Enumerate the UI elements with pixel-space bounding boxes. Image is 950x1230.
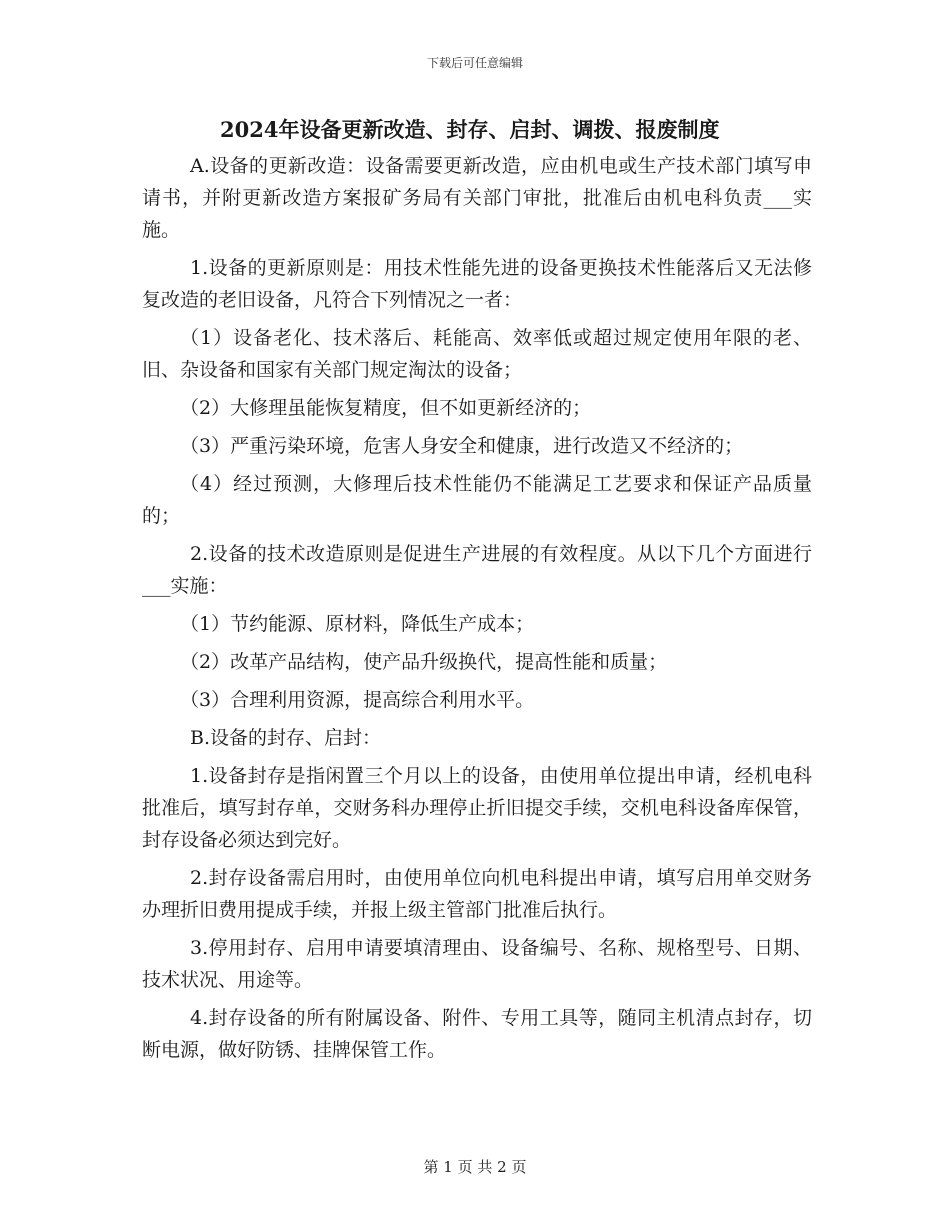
paragraph: 1.设备封存是指闲置三个月以上的设备，由使用单位提出申请，经机电科批准后，填写封存单，交财务科办理停止折旧提交手续，交机电科设备库保管，封存设备必须达到完好。 — [142, 765, 812, 851]
paragraph: 2.封存设备需启用时，由使用单位向机电科提出申请，填写启用单交财务办理折旧费用提成手续，并报上级主管部门批准后执行。 — [142, 867, 812, 921]
paragraph: （1）节约能源、原材料，降低生产成本； — [180, 613, 535, 635]
paragraph: 3.停用封存、启用申请要填清理由、设备编号、名称、规格型号、日期、技术状况、用途等。 — [142, 937, 812, 991]
paragraph: 1.设备的更新原则是：用技术性能先进的设备更换技术性能落后又无法修复改造的老旧设备，凡符合下列情况之一者： — [142, 257, 812, 311]
paragraph: （1）设备老化、技术落后、耗能高、效率低或超过规定使用年限的老、旧、杂设备和国家有关部门规定淘汰的设备； — [142, 327, 812, 381]
paragraph: B.设备的封存、启封： — [190, 727, 382, 749]
paragraph: （2）大修理虽能恢复精度，但不如更新经济的； — [180, 397, 592, 419]
document-body — [142, 150, 812, 1072]
paragraph: （2）改革产品结构，使产品升级换代，提高性能和质量； — [180, 651, 668, 673]
paragraph: 2.设备的技术改造原则是促进生产进展的有效程度。从以下几个方面进行___实施： — [142, 543, 812, 597]
paragraph: 4.封存设备的所有附属设备、附件、专用工具等，随同主机清点封存，切断电源，做好防锈、挂牌保管工作。 — [142, 1007, 812, 1061]
paragraph: （3）合理利用资源，提高综合利用水平。 — [180, 689, 535, 711]
paragraph: （3）严重污染环境，危害人身安全和健康，进行改造又不经济的； — [180, 435, 744, 457]
paragraph: （4）经过预测，大修理后技术性能仍不能满足工艺要求和保证产品质量的； — [142, 473, 812, 527]
paragraph: A.设备的更新改造：设备需要更新改造，应由机电或生产技术部门填写申请书，并附更新改造方案报矿务局有关部门审批，批准后由机电科负责___实施。 — [142, 155, 812, 241]
page-header: 下载后可任意编辑 — [426, 56, 523, 70]
page-footer: 第 1 页 共 2 页 — [423, 1158, 527, 1176]
document-title: 2024年设备更新改造、封存、启封、调拨、报废制度 — [220, 117, 720, 142]
